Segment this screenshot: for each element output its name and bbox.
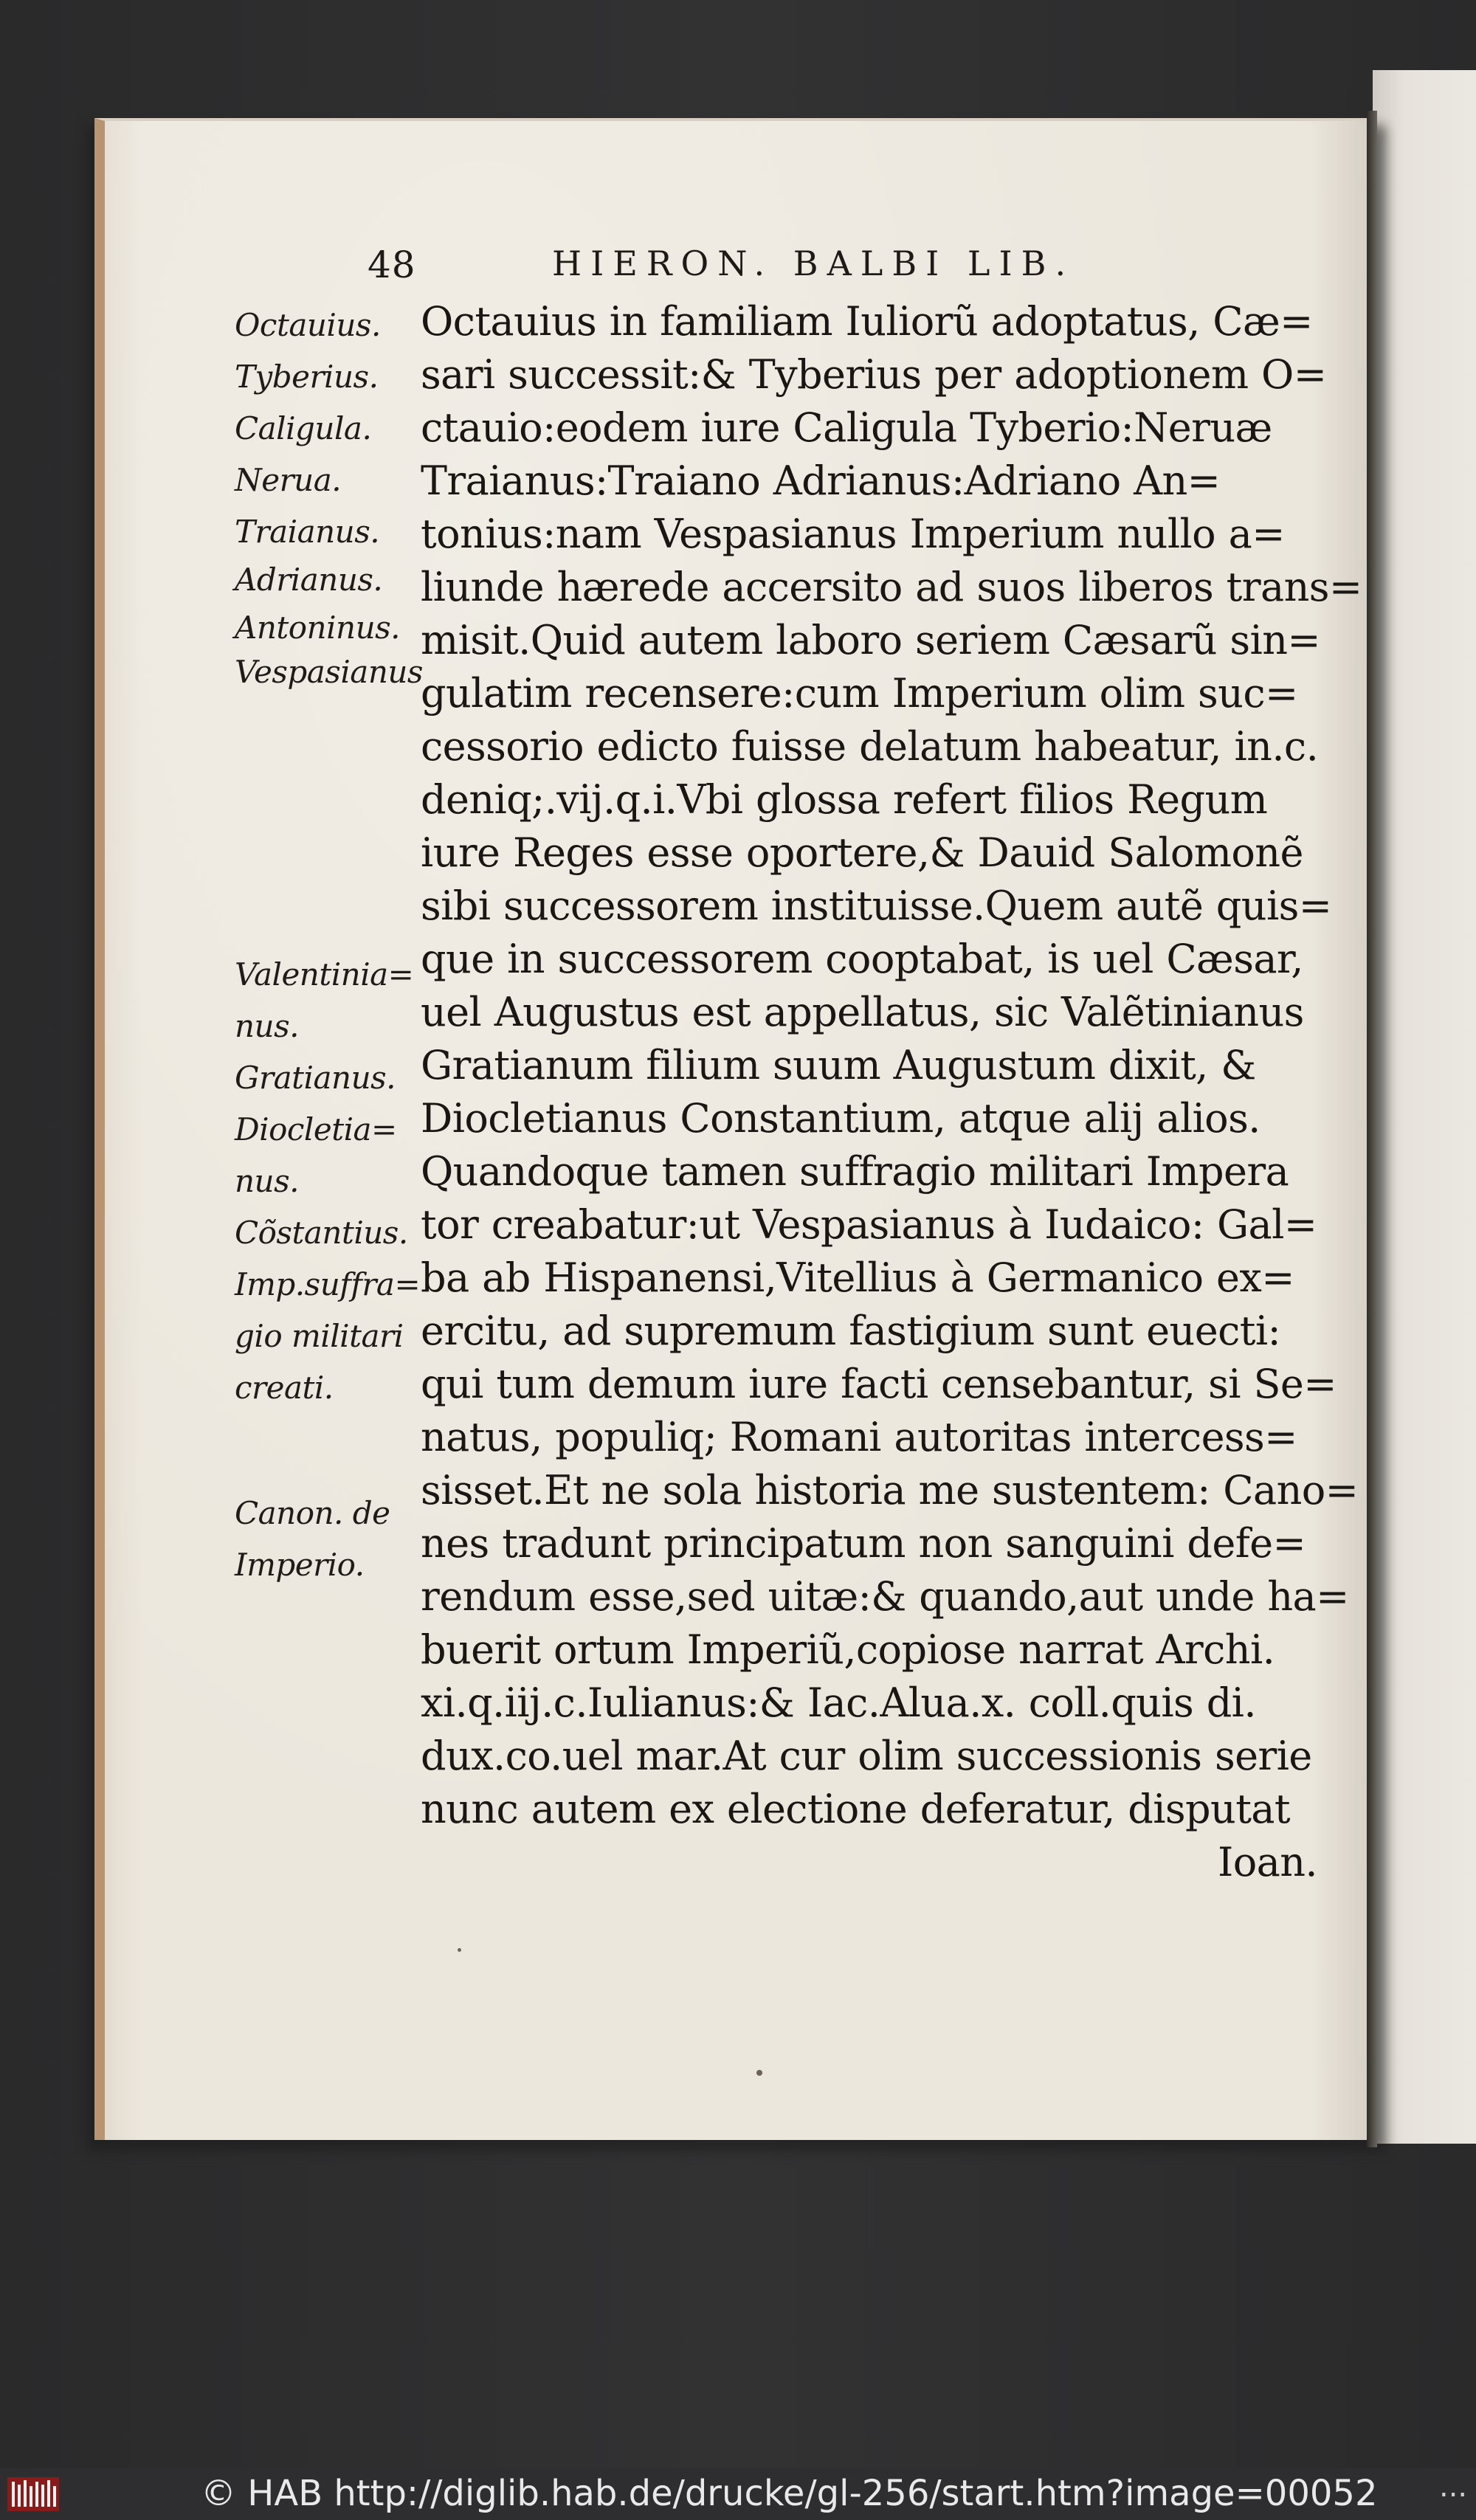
marginal-note: gio militari	[235, 1318, 404, 1354]
text-line: Diocletianus Constantium, atque alij alios.	[421, 1095, 1261, 1142]
page-header	[368, 244, 1327, 303]
marginal-note: Nerua.	[235, 462, 342, 498]
text-line: que in successorem cooptabat, is uel Cæsar,	[421, 936, 1303, 982]
marginal-note: creati.	[235, 1370, 334, 1406]
text-line: natus, populiq; Romani autoritas intercess=	[421, 1414, 1297, 1460]
marginal-note: Valentinia=	[235, 956, 414, 993]
marginal-note: nus.	[235, 1163, 300, 1199]
marginal-note: Caligula.	[235, 410, 372, 446]
text-line: ba ab Hispanensi,Vitellius à Germanico ex=	[421, 1254, 1294, 1301]
text-line: uel Augustus est appellatus, sic Valẽtinianus	[421, 989, 1304, 1035]
text-line: gulatim recensere:cum Imperium olim suc=	[421, 670, 1298, 717]
marginal-note: Gratianus.	[235, 1060, 396, 1096]
marginal-note: Diocletia=	[235, 1111, 397, 1147]
marginal-note: Tyberius.	[235, 359, 379, 395]
text-line: tor creabatur:ut Vespasianus à Iudaico: Gal=	[421, 1201, 1317, 1248]
marginal-note: Adrianus.	[235, 562, 383, 598]
text-line: nes tradunt principatum non sanguini defe=	[421, 1520, 1306, 1567]
marginal-note: Imp.suffra=	[235, 1266, 421, 1302]
text-line: tonius:nam Vespasianus Imperium nullo a=	[421, 511, 1285, 557]
copyright-url[interactable]: © HAB http://diglib.hab.de/drucke/gl-256/start.htm?image=00052	[201, 2473, 1378, 2514]
text-line: Octauius in familiam Iuliorũ adoptatus, Cæ=	[421, 298, 1313, 345]
paper-speck	[458, 1948, 461, 1952]
marginal-note: Vespasianus	[235, 654, 423, 690]
book-gutter	[1367, 111, 1377, 2147]
marginal-note: nus.	[235, 1008, 300, 1044]
text-line: buerit ortum Imperiũ,copiose narrat Archi.	[421, 1626, 1275, 1673]
text-line: Ioan.	[1218, 1839, 1317, 1885]
text-line: dux.co.uel mar.At cur olim successionis serie	[421, 1733, 1312, 1779]
text-line: ercitu, ad supremum fastigium sunt euecti:	[421, 1308, 1281, 1354]
text-line: rendum esse,sed uitæ:& quando,aut unde ha=	[421, 1573, 1349, 1620]
text-line: sari successit:& Tyberius per adoptionem O=	[421, 351, 1327, 398]
marginal-note: Traianus.	[235, 514, 380, 550]
text-line: cessorio edicto fuisse delatum habeatur, in.c.	[421, 723, 1319, 770]
text-line: xi.q.iij.c.Iulianus:& Iac.Alua.x. coll.quis di.	[421, 1680, 1256, 1726]
facing-page-edge	[1373, 70, 1476, 2144]
text-line: deniq;.vij.q.i.Vbi glossa refert filios Regum	[421, 776, 1268, 823]
marginal-note: Imperio.	[235, 1547, 365, 1583]
text-line: sisset.Et ne sola historia me sustentem: Cano=	[421, 1467, 1359, 1513]
text-line: sibi successorem instituisse.Quem autẽ quis=	[421, 883, 1332, 929]
text-line: nunc autem ex electione deferatur, disputat	[421, 1786, 1290, 1832]
text-line: Traianus:Traiano Adrianus:Adriano An=	[421, 458, 1221, 504]
running-title: HIERON. BALBI LIB.	[552, 244, 1075, 283]
marginal-note: Cõstantius.	[235, 1215, 408, 1251]
text-line: Quandoque tamen suffragio militari Impera	[421, 1148, 1289, 1195]
paper-speck	[756, 2070, 762, 2076]
page-number: 48	[368, 244, 416, 286]
marginal-note: Canon. de	[235, 1495, 390, 1531]
text-line: qui tum demum iure facti censebantur, si Se=	[421, 1361, 1337, 1407]
more-icon[interactable]: ...	[1439, 2470, 1468, 2504]
marginal-note: Octauius.	[235, 307, 381, 343]
text-line: misit.Quid autem laboro seriem Cæsarũ sin=	[421, 617, 1321, 663]
text-line: ctauio:eodem iure Caligula Tyberio:Neruæ	[421, 404, 1272, 451]
text-line: liunde hærede accersito ad suos liberos trans=	[421, 564, 1362, 610]
hab-logo-icon	[7, 2477, 59, 2511]
text-line: Gratianum filium suum Augustum dixit, &	[421, 1042, 1256, 1088]
text-line: iure Reges esse oportere,& Dauid Salomonẽ	[421, 829, 1303, 876]
footer-bar	[0, 2468, 1476, 2520]
marginal-note: Antoninus.	[235, 610, 401, 646]
